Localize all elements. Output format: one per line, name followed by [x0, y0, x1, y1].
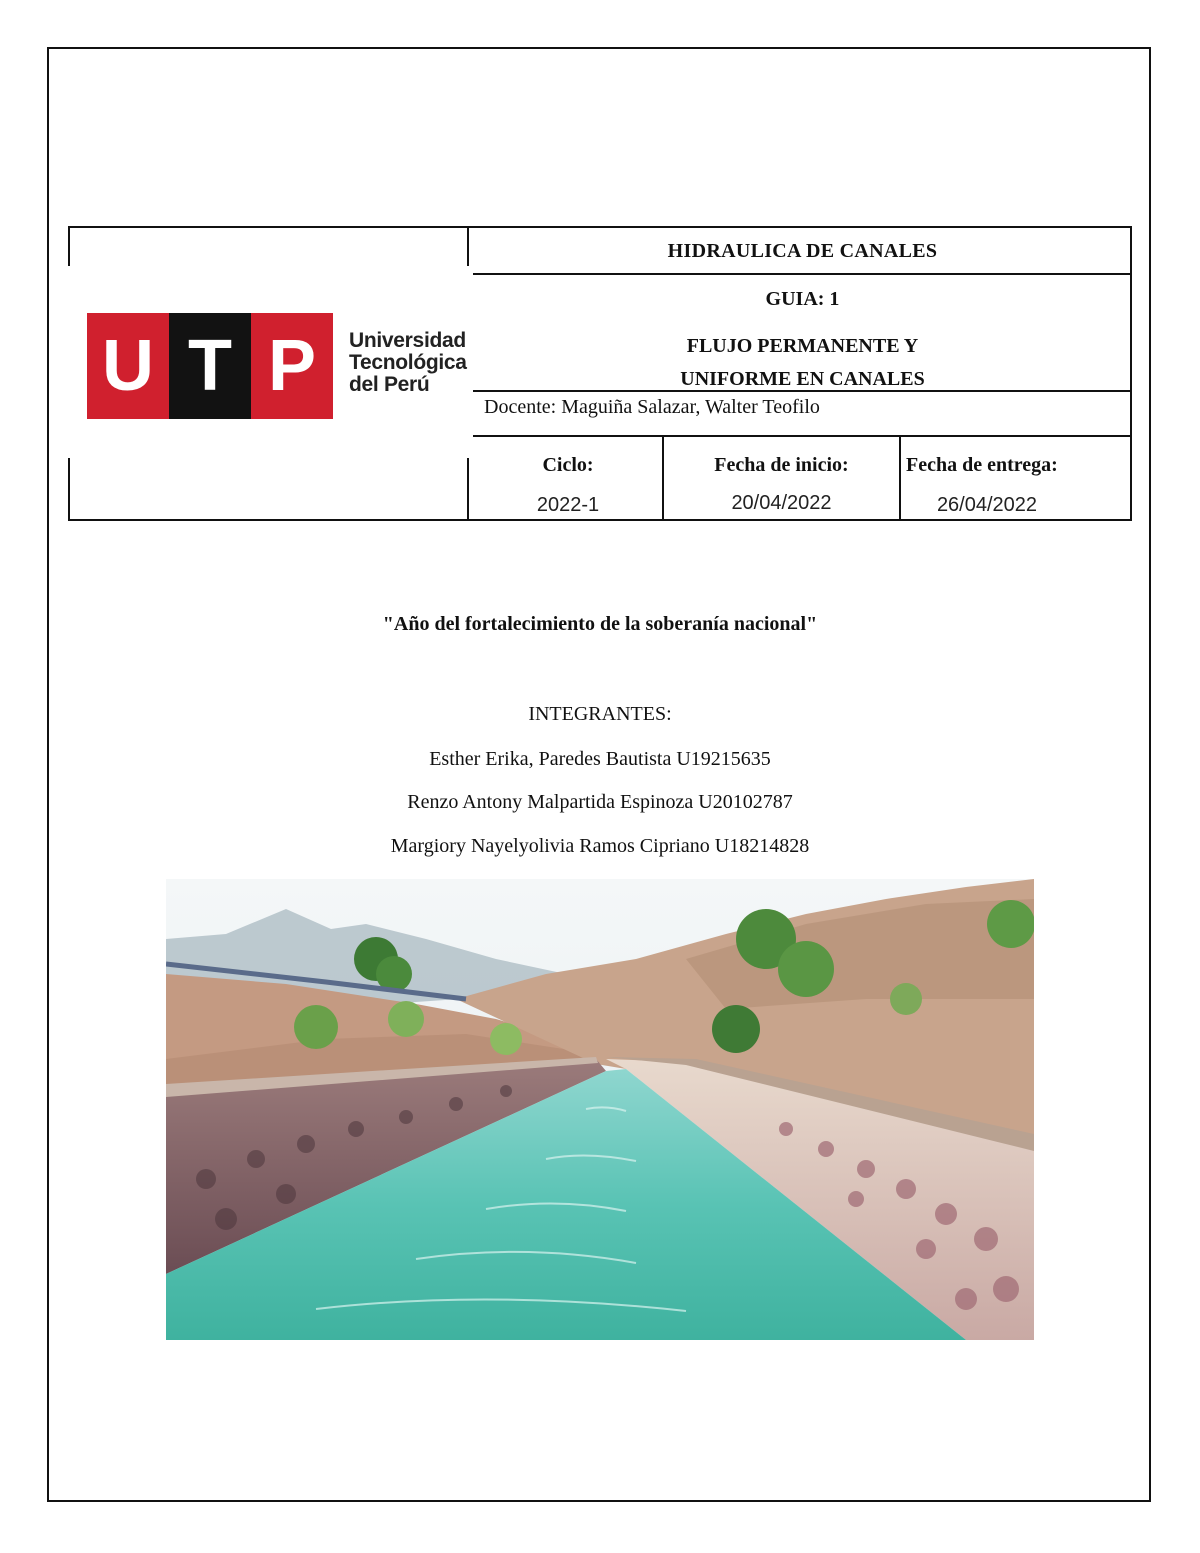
teacher-name: Docente: Maguiña Salazar, Walter Teofilo: [484, 396, 820, 418]
topic-line-2: UNIFORME EN CANALES: [680, 368, 925, 390]
start-date-value: 20/04/2022: [731, 492, 832, 514]
guide-topic: [473, 330, 1132, 396]
members-heading: INTEGRANTES:: [528, 703, 672, 725]
cycle-value: 2022-1: [536, 494, 600, 516]
table-border-left-upper: [68, 226, 70, 266]
year-motto: "Año del fortalecimiento de la soberanía nacional": [382, 613, 818, 635]
university-name-line-1: Universidad: [349, 329, 466, 352]
table-divider-upper: [467, 226, 469, 266]
member-name: Renzo Antony Malpartida Espinoza U20102787: [407, 791, 793, 813]
guide-number: GUIA: 1: [765, 288, 840, 310]
table-border-top: [68, 226, 1132, 228]
table-border-bottom: [68, 519, 1132, 521]
due-date-value: 26/04/2022: [936, 494, 1038, 516]
canal-photo: [166, 879, 1034, 1340]
due-date-label: Fecha de entrega:: [906, 454, 1058, 476]
logo-box-red: [251, 313, 333, 419]
logo-box-black: [169, 313, 251, 419]
table-rule: [473, 273, 1132, 275]
university-name-line-3: del Perú: [349, 373, 430, 396]
university-name-line-2: Tecnológica: [349, 351, 467, 374]
logo-letter-t: T: [188, 326, 232, 406]
logo-letter-u: U: [102, 326, 154, 406]
topic-line-1: FLUJO PERMANENTE Y: [686, 335, 919, 357]
cycle-label: Ciclo:: [542, 454, 594, 476]
table-divider-lower: [467, 458, 469, 521]
start-date-label: Fecha de inicio:: [714, 454, 849, 476]
university-name: [349, 330, 467, 396]
table-rule: [473, 435, 1132, 437]
member-name: Esther Erika, Paredes Bautista U19215635: [429, 748, 771, 770]
logo-box-red: [87, 313, 169, 419]
table-border-left-lower: [68, 458, 70, 521]
member-name: Margiory Nayelyolivia Ramos Cipriano U18214828: [390, 835, 810, 857]
logo-letter-p: P: [267, 326, 317, 406]
course-title: HIDRAULICA DE CANALES: [667, 240, 938, 262]
